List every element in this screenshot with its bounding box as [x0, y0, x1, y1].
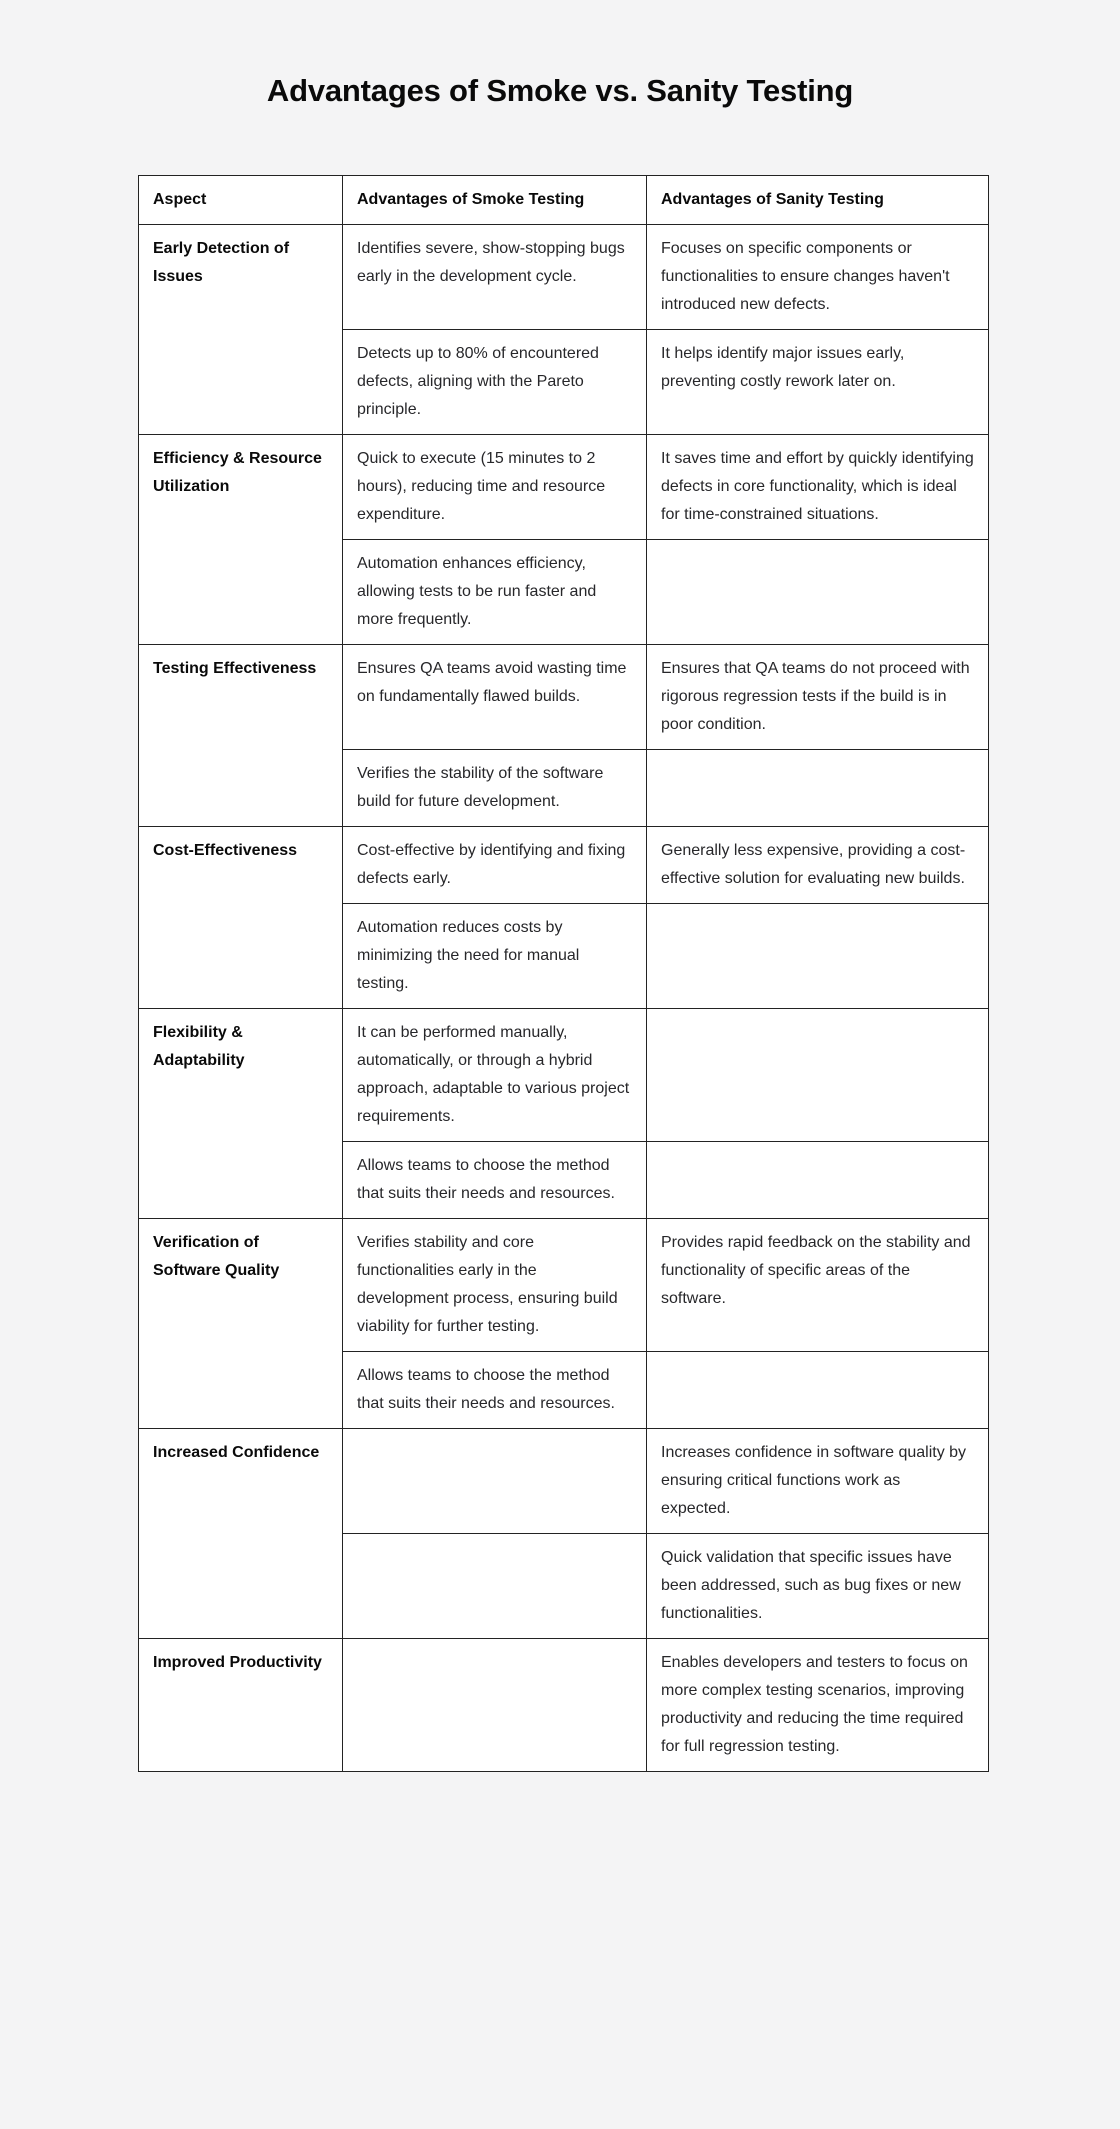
table-row — [139, 1428, 989, 1533]
aspect-cell: Improved Productivity — [139, 1638, 343, 1771]
aspect-cell: Early Detection of Issues — [139, 224, 343, 434]
sanity-cell — [647, 749, 989, 826]
aspect-cell: Flexibility & Adaptability — [139, 1008, 343, 1218]
sanity-cell — [647, 903, 989, 1008]
aspect-cell: Verification of Software Quality — [139, 1218, 343, 1428]
smoke-cell: Automation enhances efficiency, allowing tests to be run faster and more frequently. — [343, 539, 647, 644]
smoke-cell: Cost-effective by identifying and fixing defects early. — [343, 826, 647, 903]
aspect-column-header: Aspect — [139, 175, 343, 224]
aspect-cell: Testing Effectiveness — [139, 644, 343, 826]
smoke-cell: Allows teams to choose the method that suits their needs and resources. — [343, 1141, 647, 1218]
sanity-cell: Generally less expensive, providing a cost-effective solution for evaluating new builds. — [647, 826, 989, 903]
aspect-cell: Increased Confidence — [139, 1428, 343, 1638]
sanity-cell: Increases confidence in software quality by ensuring critical functions work as expected. — [647, 1428, 989, 1533]
sanity-cell: It helps identify major issues early, preventing costly rework later on. — [647, 329, 989, 434]
page-title: Advantages of Smoke vs. Sanity Testing — [266, 73, 854, 108]
smoke-cell — [343, 1533, 647, 1638]
table-row — [139, 1218, 989, 1351]
smoke-cell: Allows teams to choose the method that suits their needs and resources. — [343, 1351, 647, 1428]
sanity-cell — [647, 1141, 989, 1218]
smoke-cell: Ensures QA teams avoid wasting time on fundamentally flawed builds. — [343, 644, 647, 749]
smoke-cell: Verifies stability and core functionalities early in the development process, ensuring build viability for further testing. — [343, 1218, 647, 1351]
table-row — [139, 644, 989, 749]
table-row — [139, 1008, 989, 1141]
sanity-cell — [647, 1008, 989, 1141]
aspect-cell: Efficiency & Resource Utilization — [139, 434, 343, 644]
smoke-cell: It can be performed manually, automatically, or through a hybrid approach, adaptable to various project requirements. — [343, 1008, 647, 1141]
smoke-column-header: Advantages of Smoke Testing — [343, 175, 647, 224]
sanity-cell: Enables developers and testers to focus on more complex testing scenarios, improving productivity and reducing the time required for full regression testing. — [647, 1638, 989, 1771]
sanity-cell: Quick validation that specific issues have been addressed, such as bug fixes or new functionalities. — [647, 1533, 989, 1638]
sanity-cell: Provides rapid feedback on the stability and functionality of specific areas of the software. — [647, 1218, 989, 1351]
sanity-cell: Ensures that QA teams do not proceed with rigorous regression tests if the build is in poor condition. — [647, 644, 989, 749]
sanity-cell — [647, 1351, 989, 1428]
sanity-column-header: Advantages of Sanity Testing — [647, 175, 989, 224]
smoke-cell: Detects up to 80% of encountered defects, aligning with the Pareto principle. — [343, 329, 647, 434]
sanity-cell: Focuses on specific components or functionalities to ensure changes haven't introduced new defects. — [647, 224, 989, 329]
sanity-cell — [647, 539, 989, 644]
sanity-cell: It saves time and effort by quickly identifying defects in core functionality, which is ideal for time-constrained situations. — [647, 434, 989, 539]
table-row — [139, 1638, 989, 1771]
aspect-cell: Cost-Effectiveness — [139, 826, 343, 1008]
smoke-cell: Automation reduces costs by minimizing the need for manual testing. — [343, 903, 647, 1008]
smoke-cell: Quick to execute (15 minutes to 2 hours), reducing time and resource expenditure. — [343, 434, 647, 539]
table-header-row — [139, 175, 989, 224]
table-row — [139, 826, 989, 903]
smoke-cell — [343, 1638, 647, 1771]
smoke-cell: Verifies the stability of the software build for future development. — [343, 749, 647, 826]
comparison-table — [138, 175, 989, 1772]
smoke-cell: Identifies severe, show-stopping bugs early in the development cycle. — [343, 224, 647, 329]
smoke-cell — [343, 1428, 647, 1533]
table-row — [139, 434, 989, 539]
table-row — [139, 224, 989, 329]
